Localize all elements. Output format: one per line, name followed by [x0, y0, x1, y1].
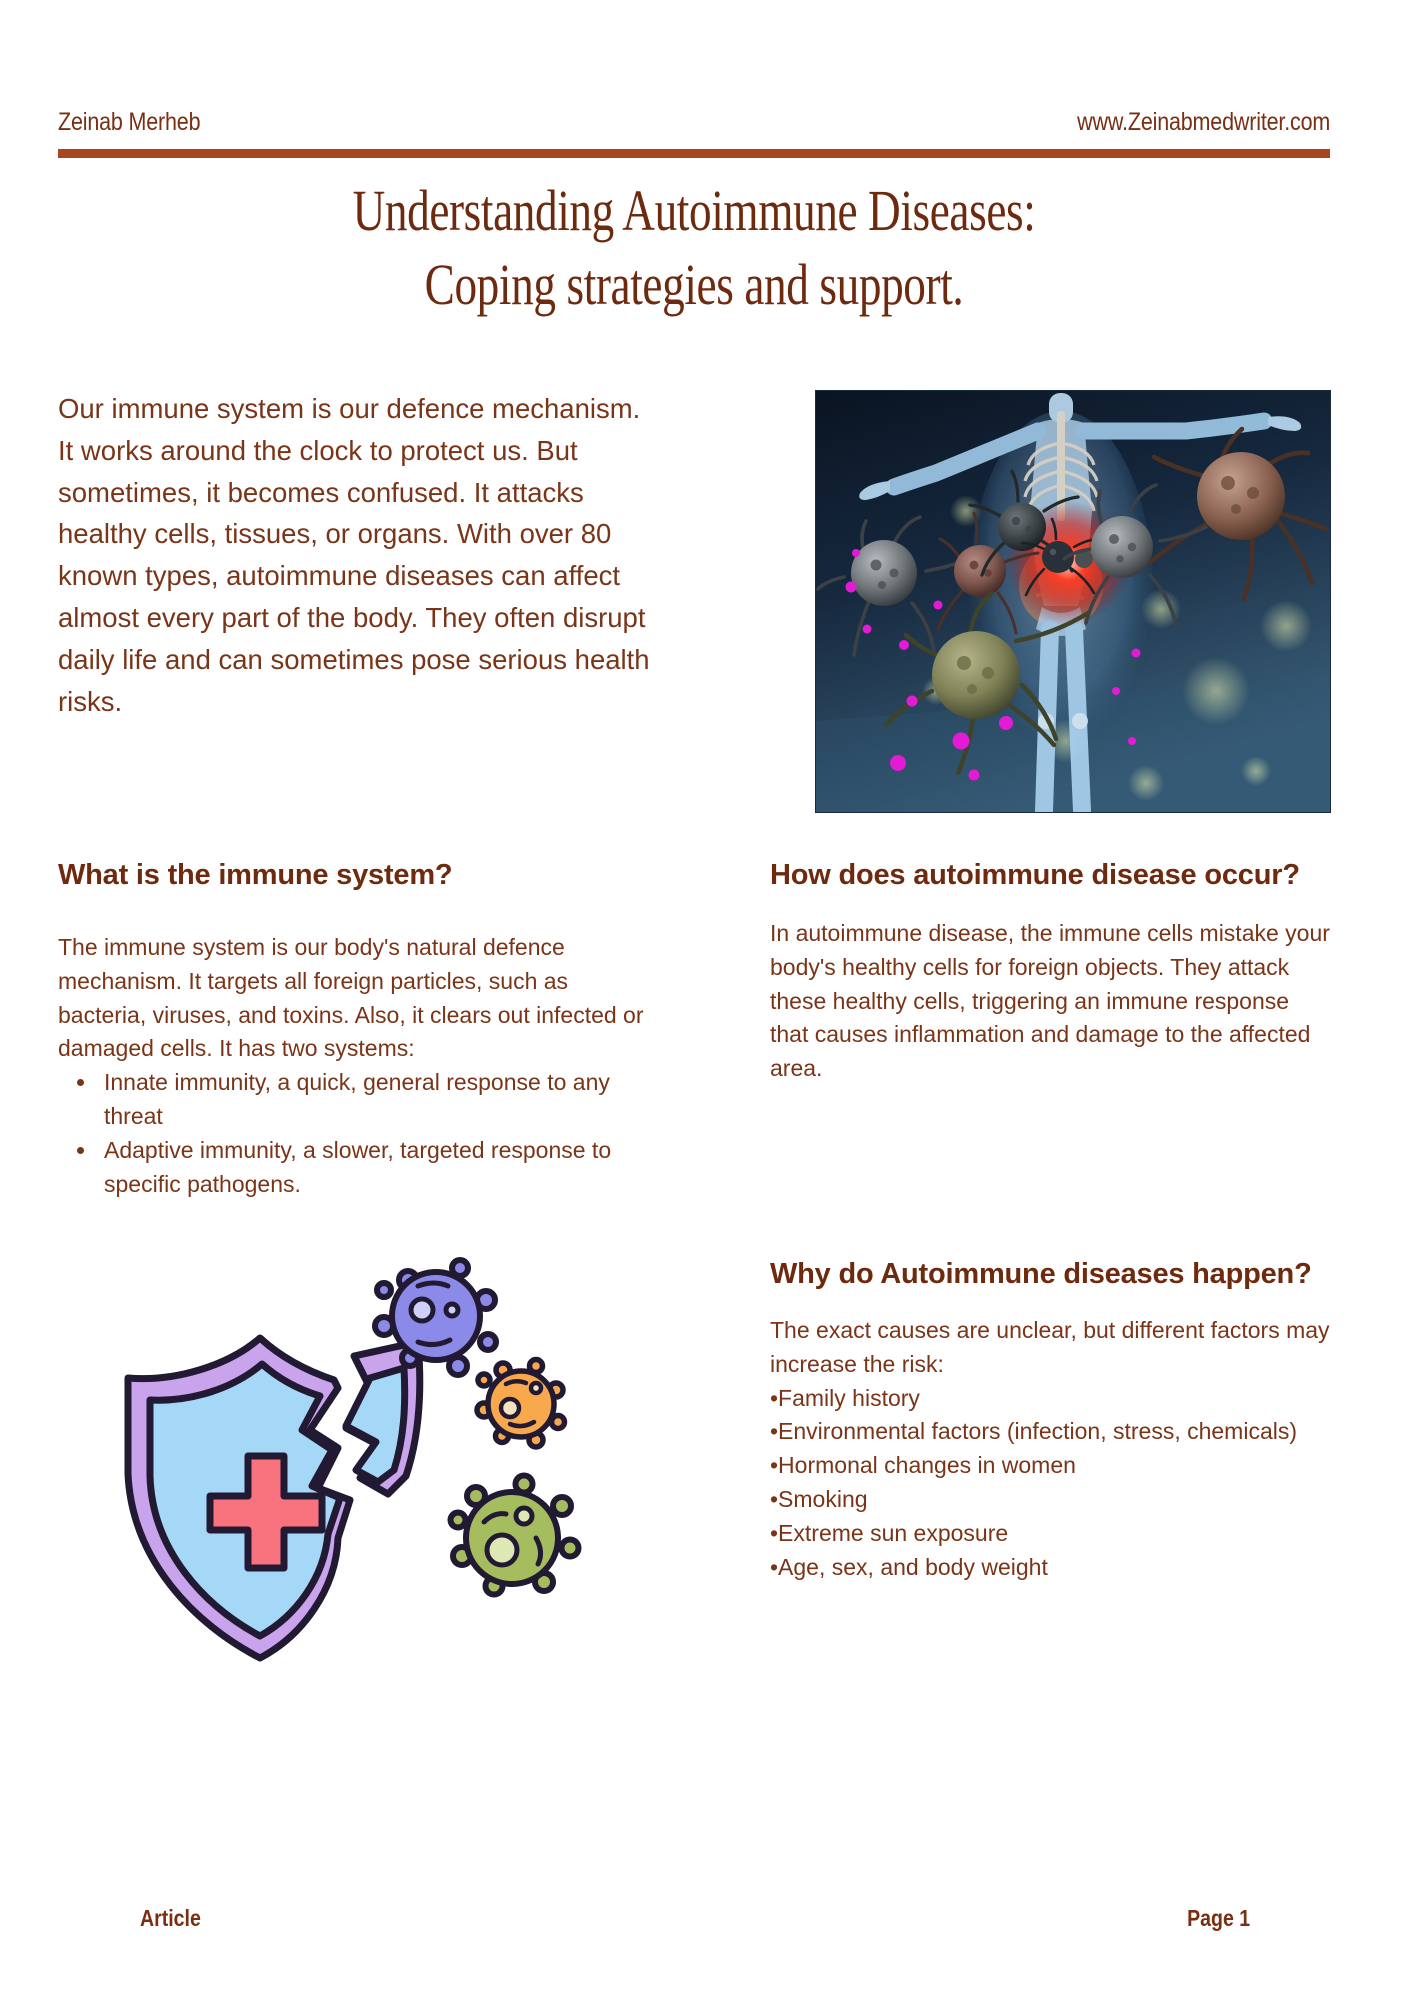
intro-paragraph: Our immune system is our defence mechanism. It works around the clock to protect us. But sometimes, it becomes confused. It attacks healthy cells, tissues, or organs. With over 80 known types, autoimmune diseases can affect almost every part of the body. They often disrupt daily life and can sometimes pose serious health risks.	[58, 393, 650, 717]
footer-label: Article	[140, 1905, 201, 1931]
header-divider	[58, 149, 1330, 158]
list-immune-systems	[58, 1066, 658, 1201]
heading-immune-system: What is the immune system?	[58, 859, 453, 891]
section-why-happen	[770, 1254, 1332, 1584]
shield-illustration-svg	[88, 1238, 633, 1663]
list-item: •Hormonal changes in women	[770, 1452, 1076, 1479]
shield-illustration	[88, 1238, 633, 1663]
germ-green-icon	[451, 1476, 579, 1595]
shield-shard-inner	[346, 1368, 405, 1482]
list-item: •Smoking	[770, 1486, 868, 1512]
paragraph-why-happen: The exact causes are unclear, but different factors may increase the risk:	[770, 1317, 1330, 1377]
page-title-line-2: Coping strategies and support.	[424, 252, 964, 318]
section-immune-system	[58, 855, 658, 1201]
page-title-line-1: Understanding Autoimmune Diseases:	[352, 178, 1036, 243]
footer-page-number: Page 1	[1186, 1905, 1250, 1931]
list-item: •Extreme sun exposure	[770, 1519, 1009, 1546]
page-header	[58, 108, 1330, 137]
heading-how-occur: How does autoimmune disease occur?	[770, 859, 1300, 891]
heading-why-happen: Why do Autoimmune diseases happen?	[770, 1258, 1312, 1290]
list-item: •Family history	[770, 1384, 920, 1411]
paragraph-how-occur: In autoimmune disease, the immune cells mistake your body's healthy cells for foreign objects. They attack these healthy cells, triggering an immune response that causes inflammation and damage to the affected area.	[770, 920, 1330, 1082]
hero-image-svg	[816, 391, 1331, 813]
list-item: • Adaptive immunity, a slower, targeted response to specific pathogens.	[98, 1134, 658, 1202]
paragraph-immune-system: The immune system is our body's natural defence mechanism. It targets all foreign particles, such as bacteria, viruses, and toxins. Also, it clears out infected or damaged cells. It has two systems:	[58, 934, 644, 1062]
page-footer	[140, 1905, 1250, 1932]
header-author: Zeinab Merheb	[58, 108, 201, 136]
germ-orange-icon	[477, 1360, 565, 1448]
page-title	[58, 174, 1330, 322]
hero-image-immune-attack	[815, 390, 1331, 813]
list-item: •Age, sex, and body weight	[770, 1553, 1048, 1580]
header-website[interactable]: www.Zeinabmedwriter.com	[1077, 108, 1330, 136]
list-risk-factors	[770, 1382, 1332, 1585]
list-item: •Environmental factors (infection, stress, chemicals)	[770, 1418, 1298, 1445]
section-how-occur	[770, 855, 1332, 1086]
list-item: • Innate immunity, a quick, general response to any threat	[98, 1066, 658, 1134]
